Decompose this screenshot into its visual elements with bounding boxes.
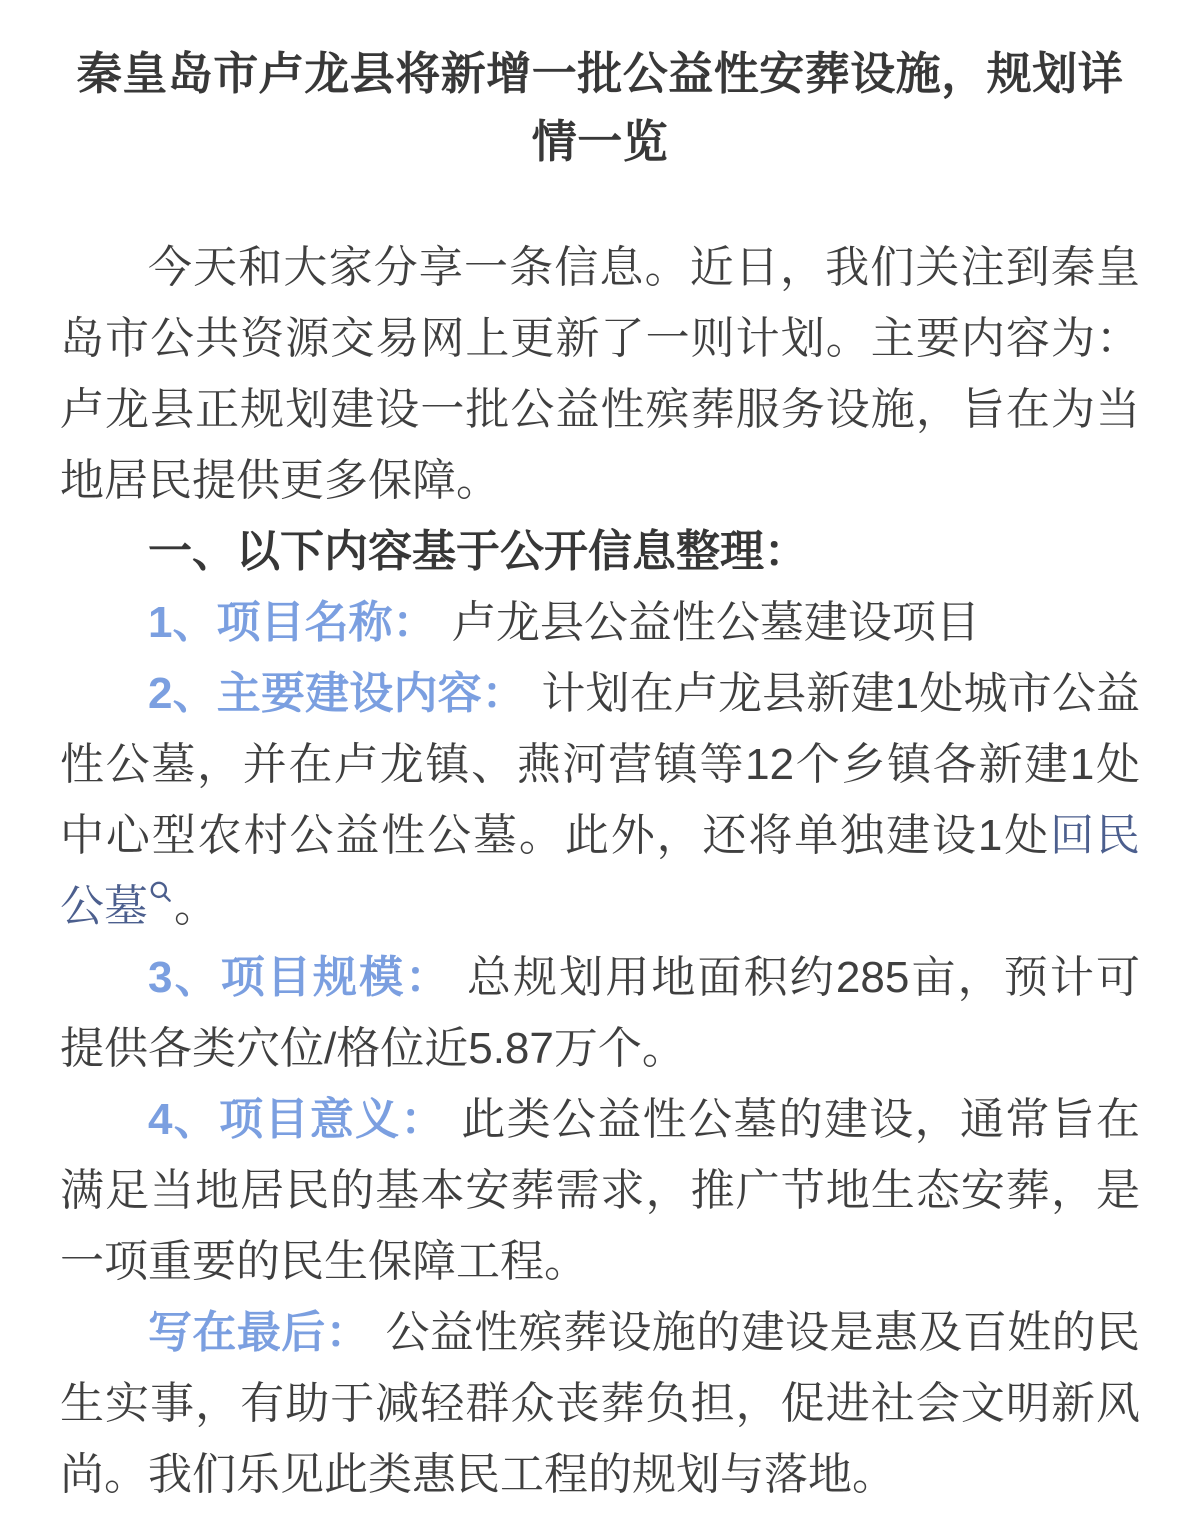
item-project-name: [60, 587, 1140, 658]
closing-label: 写在最后：: [148, 1308, 371, 1357]
item-project-significance: [60, 1084, 1140, 1297]
item-construction-content: [60, 658, 1140, 942]
item-project-name-text: 卢龙县公益性公墓建设项目: [451, 598, 980, 647]
item-project-scale-label: 3、项目规模：: [148, 953, 452, 1002]
huimin-cemetery-link[interactable]: 回民公墓: [60, 811, 1141, 931]
item-construction-content-text-end: 。: [174, 882, 218, 931]
item-construction-content-label: 2、主要建设内容：: [148, 669, 526, 718]
search-icon[interactable]: [148, 881, 174, 911]
item-construction-content-text: 计划在卢龙县新建1处城市公益性公墓，并在卢龙镇、燕河营镇等12个乡镇各新建1处中心型农村公益性公墓。此外，还将单独建设1处: [60, 669, 1140, 860]
item-project-name-label: 1、项目名称：: [148, 598, 437, 647]
item-project-scale-text: 总规划用地面积约285亩，预计可提供各类穴位/格位近5.87万个。: [60, 953, 1140, 1073]
item-project-scale: [60, 942, 1140, 1084]
closing-text: 公益性殡葬设施的建设是惠及百姓的民生实事，有助于减轻群众丧葬负担，促进社会文明新风尚。我们乐见此类惠民工程的规划与落地。: [60, 1308, 1141, 1499]
closing-paragraph: [60, 1297, 1140, 1510]
intro-paragraph: 今天和大家分享一条信息。近日，我们关注到秦皇岛市公共资源交易网上更新了一则计划。主要内容为：卢龙县正规划建设一批公益性殡葬服务设施，旨在为当地居民提供更多保障。: [60, 243, 1140, 505]
section-heading: 一、以下内容基于公开信息整理：: [148, 527, 808, 576]
item-project-significance-label: 4、项目意义：: [148, 1095, 446, 1144]
item-project-significance-text: 此类公益性公墓的建设，通常旨在满足当地居民的基本安葬需求，推广节地生态安葬，是一项重要的民生保障工程。: [60, 1095, 1140, 1286]
article-title: 秦皇岛市卢龙县将新增一批公益性安葬设施，规划详情一览: [76, 48, 1124, 167]
